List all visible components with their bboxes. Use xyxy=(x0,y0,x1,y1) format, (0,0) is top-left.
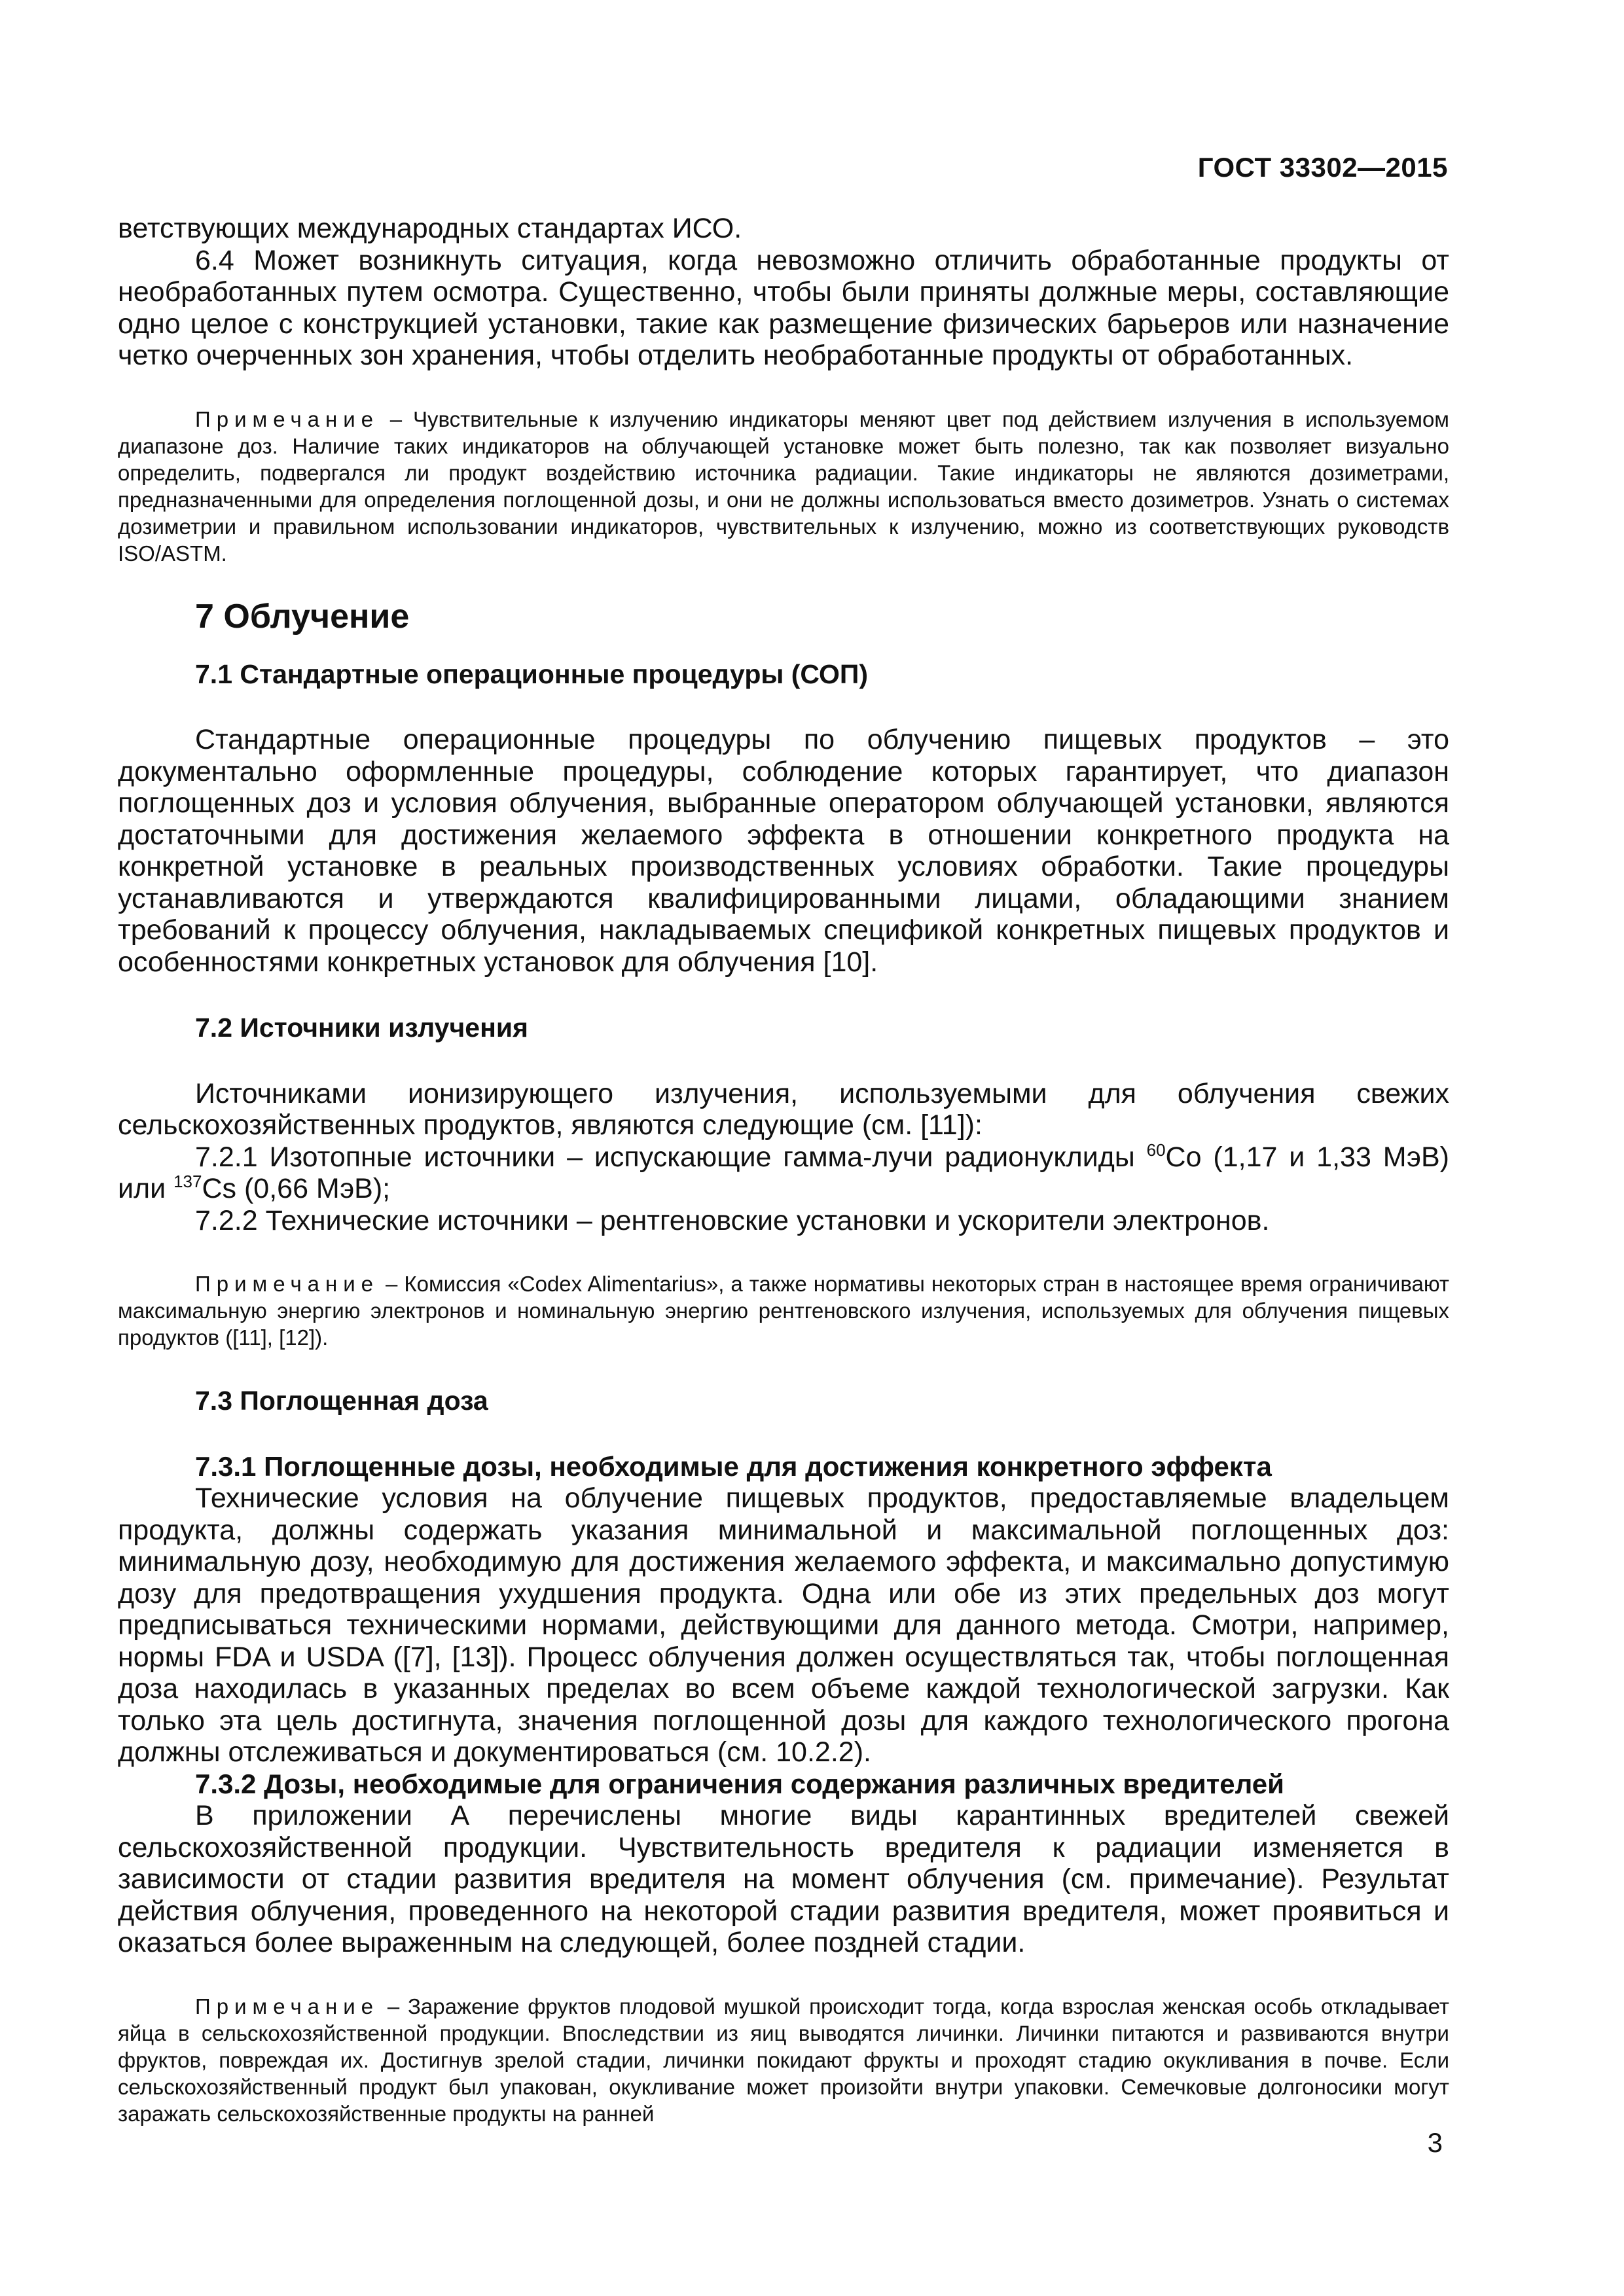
subsection-heading-7-3-1: 7.3.1 Поглощенные дозы, необходимые для достижения конкретного эффекта xyxy=(195,1450,1272,1482)
subsection-heading-7-3-2: 7.3.2 Дозы, необходимые для ограничения содержания различных вредителей xyxy=(195,1768,1284,1799)
paragraph-7-2-2: 7.2.2 Технические источники – рентгеновские установки и ускорители электронов. xyxy=(195,1204,1270,1236)
page-number: 3 xyxy=(1427,2127,1443,2158)
section-heading-7: 7 Облучение xyxy=(195,597,410,636)
paragraph-7-2: Источниками ионизирующего излучения, используемыми для облучения свежих сельскохозяйственных продуктов, являются следующие (см. [11]): xyxy=(118,1077,1449,1141)
note-label: Примечание xyxy=(195,1994,380,2018)
subsection-heading-7-2: 7.2 Источники излучения xyxy=(195,1013,528,1043)
note-text: – Комиссия «Codex Alimentarius», а также нормативы некоторых стран в настоящее время ограничивают максимальную энергию электронов и номинальную энергию рентгеновского излучения, используемых для облучения пищевых продуктов ([11], [12]). xyxy=(118,1272,1449,1350)
text-run: 7.2.1 Изотопные источники – испускающие гамма-лучи радионуклиды xyxy=(195,1141,1147,1173)
subsection-heading-7-3: 7.3 Поглощенная доза xyxy=(195,1386,488,1416)
note-paragraph-1 xyxy=(118,406,1449,567)
paragraph-7-2-1 xyxy=(118,1141,1449,1205)
standard-number: ГОСТ 33302—2015 xyxy=(1197,152,1448,183)
note-label: Примечание xyxy=(195,406,380,431)
paragraph-6-4: 6.4 Может возникнуть ситуация, когда невозможно отличить обработанные продукты от необработанных путем осмотра. Существенно, чтобы были приняты должные меры, составляющие одно целое с конструкцией установки, такие как размещение физических барьеров или назначение четко очерченных зон хранения, чтобы отделить необработанные продукты от обработанных. xyxy=(118,244,1449,371)
note-paragraph-2 xyxy=(118,1270,1449,1351)
document-body xyxy=(118,213,1449,2127)
subsection-heading-7-1: 7.1 Стандартные операционные процедуры (СОП) xyxy=(195,658,869,689)
isotope-mass-number: 137 xyxy=(173,1172,202,1191)
text-run: Cs (0,66 МэВ); xyxy=(202,1173,391,1204)
note-text: – Чувствительные к излучению индикаторы меняют цвет под действием излучения в используемом диапазоне доз. Наличие таких индикаторов на облучающей установке может быть полезно, так как позволяет визуально определить, подвергался ли продукт воздействию источника радиации. Такие индикаторы не являются дозиметрами, предназначенными для определения поглощенной дозы, и они не должны использоваться вместо дозиметров. Узнать о системах дозиметрии и правильном использовании индикаторов, чувствительных к излучению, можно из соответствующих руководств ISO/ASTM. xyxy=(118,406,1449,565)
paragraph-7-3-1: Технические условия на облучение пищевых продуктов, предоставляемые владельцем продукта, должны содержать указания минимальной и максимальной поглощенных доз: минимальную дозу, необходимую для достижения желаемого эффекта, и максимально допустимую дозу для предотвращения ухудшения продукта. Одна или обе из этих предельных доз могут предписываться техническими нормами, действующими для данного метода. Смотри, например, нормы FDA и USDA ([7], [13]). Процесс облучения должен осуществляться так, чтобы поглощенная доза находилась в указанных пределах во всем объеме каждой технологической загрузки. Как только эта цель достигнута, значения поглощенной дозы для каждого технологического прогона должны отслеживаться и документироваться (см. 10.2.2). xyxy=(118,1482,1449,1768)
note-label: Примечание xyxy=(195,1272,380,1296)
text-run: Co (1,17 и 1,33 МэВ) или xyxy=(118,1141,1449,1204)
paragraph-continuation: ветствующих международных стандартах ИСО. xyxy=(118,213,742,244)
paragraph-7-3-2: В приложении А перечислены многие виды карантинных вредителей свежей сельскохозяйственной продукции. Чувствительность вредителя к радиации изменяется в зависимости от стадии развития вредителя на момент облучения (см. примечание). Результат действия облучения, проведенного на некоторой стадии развития вредителя, может проявиться и оказаться более выраженным на следующей, более поздней стадии. xyxy=(118,1800,1449,1958)
note-text: – Заражение фруктов плодовой мушкой происходит тогда, когда взрослая женская особь откладывает яйца в сельскохозяйственной продукции. Впоследствии из яиц выводятся личинки. Личинки питаются и развиваются внутри фруктов, повреждая их. Достигнув зрелой стадии, личинки покидают фрукты и проходят стадию окукливания в почве. Если сельскохозяйственный продукт был упакован, окукливание может произойти внутри упаковки. Семечковые долгоносики могут заражать сельскохозяйственные продукты на ранней xyxy=(118,1994,1449,2126)
note-paragraph-3 xyxy=(118,1993,1449,2127)
isotope-mass-number: 60 xyxy=(1146,1139,1166,1160)
paragraph-7-1: Стандартные операционные процедуры по облучению пищевых продуктов – это документально оформленные процедуры, соблюдение которых гарантирует, что диапазон поглощенных доз и условия облучения, выбранные оператором облучающей установки, являются достаточными для достижения желаемого эффекта в отношении конкретного продукта на конкретной установке в реальных производственных условиях обработки. Такие процедуры устанавливаются и утверждаются квалифицированными лицами, обладающими знанием требований к процессу облучения, накладываемых спецификой конкретных пищевых продуктов и особенностями конкретных установок для облучения [10]. xyxy=(118,724,1449,978)
